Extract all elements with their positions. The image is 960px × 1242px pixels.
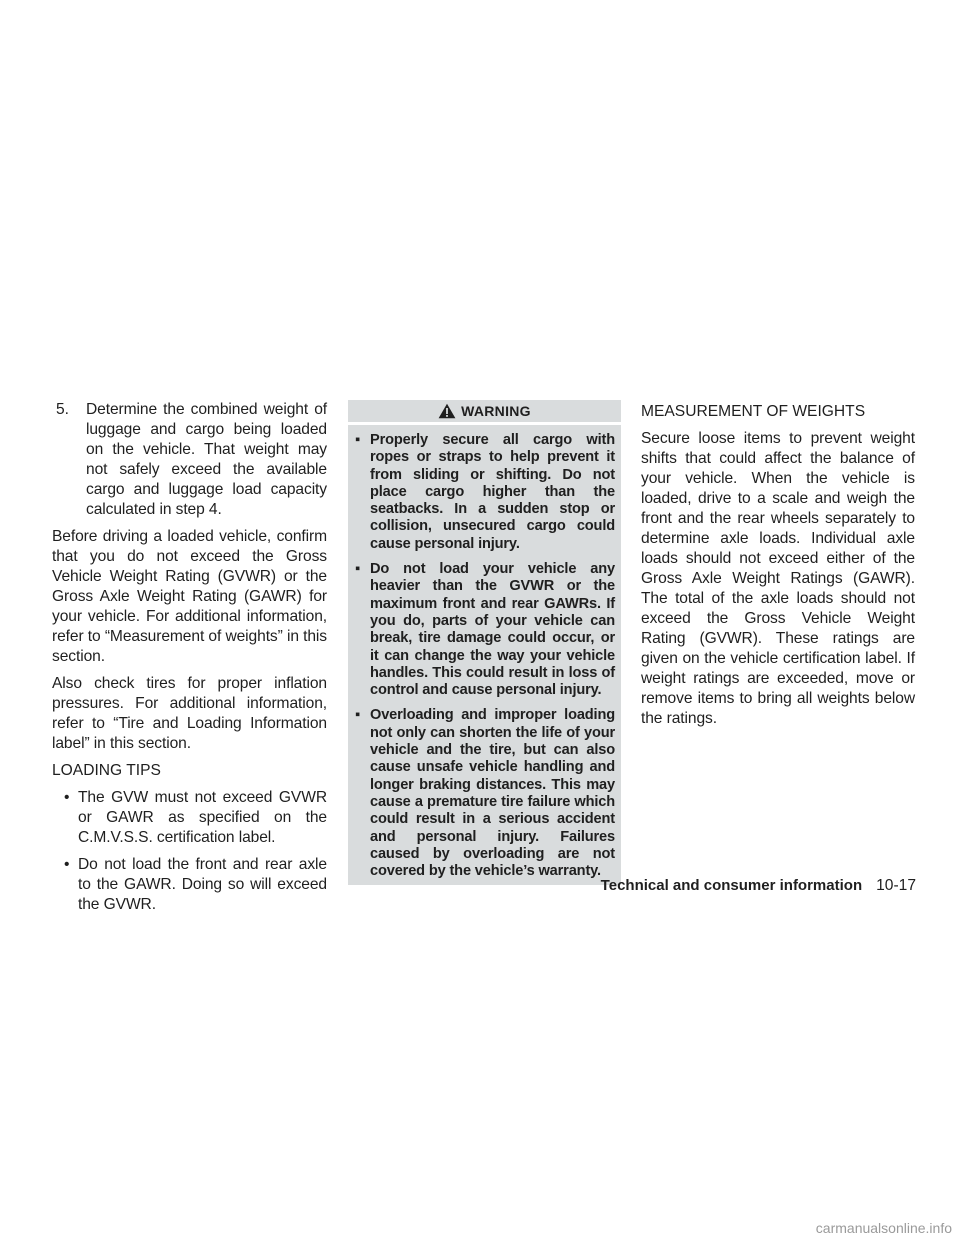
bullet-mark: •: [64, 789, 70, 806]
warning-text: Do not load your vehicle any heavier than the GVWR or the maximum front and rear GAWRs. If you do, parts of your vehicle can break, tire damage could occur, or it can change the way your vehicle handles. This could result in loss of control and cause personal injury.: [370, 561, 615, 699]
left-column: [52, 400, 327, 922]
paragraph-tire-pressure: Also check tires for proper inflation pressures. For additional information, refer to “Tire and Loading Information label” in this section.: [52, 675, 327, 752]
warning-title: WARNING: [461, 403, 531, 419]
warning-text: Overloading and improper loading not only can shorten the life of your vehicle and the tire, but can also cause unsafe vehicle handling and longer braking distances. This may cause a premature tire failure which could result in a serious accident and personal injury. Failures caused by overloading are not covered by the vehicle’s warranty.: [370, 707, 615, 880]
paragraph-measurement: Secure loose items to prevent weight shifts that could affect the balance of your vehicle. When the vehicle is loaded, drive to a scale and weigh the front and the rear wheels separately to determine axle loads. Individual axle loads should not exceed either of the Gross Axle Weight Ratings (GAWR). The total of the axle loads should not exceed the Gross Vehicle Weight Rating (GVWR). These ratings are given on the vehicle certification label. If weight ratings are exceeded, move or remove items to bring all weights below the ratings.: [641, 430, 915, 727]
heading-loading-tips: LOADING TIPS: [52, 762, 161, 779]
watermark: carmanualsonline.info: [815, 1220, 952, 1236]
page-number: 10-17: [876, 877, 916, 894]
warning-item: [354, 561, 615, 699]
bullet-text: The GVW must not exceed GVWR or GAWR as specified on the C.M.V.S.S. certification label.: [78, 789, 327, 846]
right-column: [641, 400, 915, 729]
bullet-text: Do not load the front and rear axle to the GAWR. Doing so will exceed the GVWR.: [78, 856, 327, 913]
warning-header: [348, 400, 621, 425]
warning-bullet: ▪: [355, 707, 361, 724]
warning-bullet: ▪: [355, 561, 361, 578]
step-number: 5.: [56, 401, 69, 418]
warning-item: [354, 432, 615, 553]
warning-text: Properly secure all cargo with ropes or straps to help prevent it from sliding or shifting. Do not place cargo higher than the seatbacks. In a sudden stop or collision, unsecured cargo could cause personal injury.: [370, 432, 615, 552]
bullet-mark: •: [64, 856, 70, 873]
step-5: [52, 400, 327, 520]
warning-bullet: ▪: [355, 432, 361, 448]
section-title: Technical and consumer information: [600, 877, 863, 894]
warning-box: [348, 400, 621, 885]
list-item: [52, 788, 327, 848]
paragraph-confirm-ratings: Before driving a loaded vehicle, confirm that you do not exceed the Gross Vehicle Weight Rating (GVWR) or the Gross Axle Weight Rating (GAWR) for your vehicle. For additional information, refer to “Measurement of weights” in this section.: [52, 528, 327, 665]
list-item: [52, 855, 327, 915]
heading-measurement-of-weights: MEASUREMENT OF WEIGHTS: [641, 403, 866, 420]
warning-body: [348, 425, 621, 885]
middle-column: [348, 400, 621, 885]
step-text: Determine the combined weight of luggage and cargo being loaded on the vehicle. That weight may not safely exceed the available cargo and luggage load capacity calculated in step 4.: [86, 401, 327, 518]
page-footer: [601, 877, 916, 895]
warning-triangle-icon: [438, 403, 456, 419]
warning-item: [354, 707, 615, 880]
